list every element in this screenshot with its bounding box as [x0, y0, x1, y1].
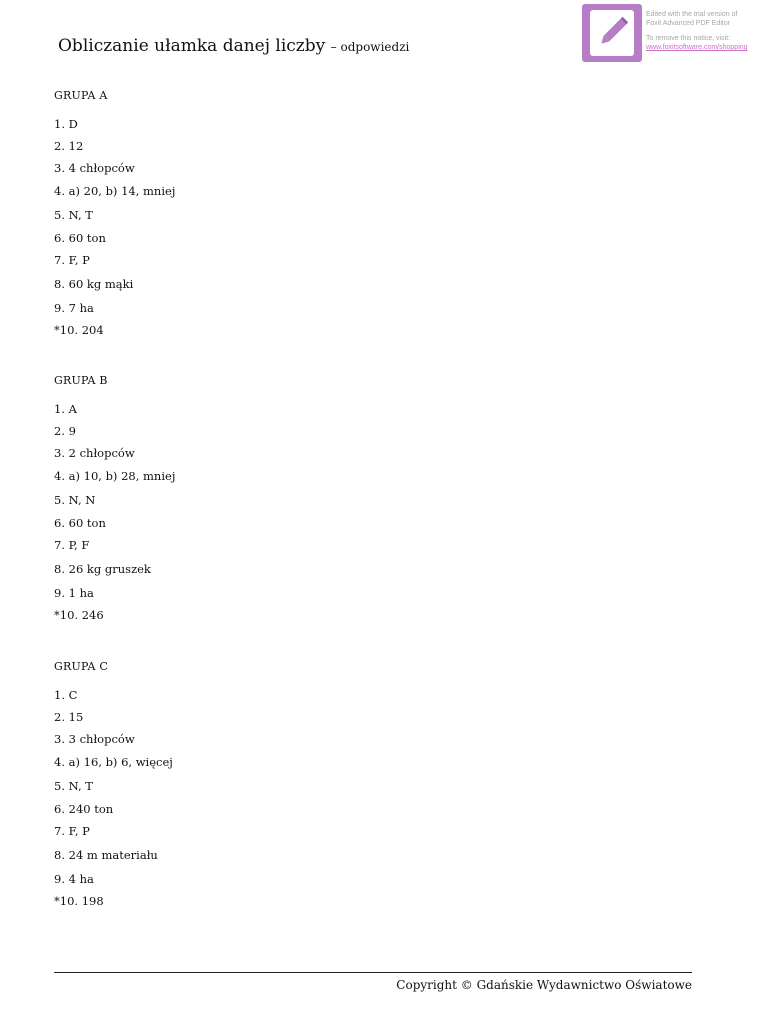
group-a [54, 88, 175, 338]
answer-item: *10. 198 [54, 894, 104, 908]
answer-item: 4. a) 20, b) 14, mniej [54, 184, 176, 198]
answer-item: 7. P, F [54, 538, 90, 552]
answer-item: 7. F, P [54, 253, 90, 267]
answer-item: 5. N, T [54, 208, 93, 222]
answer-item: 4. a) 16, b) 6, więcej [54, 755, 173, 769]
answer-item: 9. 4 ha [54, 872, 94, 886]
group-heading: GRUPA A [54, 89, 108, 102]
answer-item: 2. 15 [54, 710, 84, 724]
answer-item: 3. 4 chłopców [54, 161, 135, 175]
answer-item: 5. N, N [54, 493, 96, 507]
answer-list [54, 116, 175, 338]
watermark-line-1: Edited with the trial version of [646, 11, 738, 18]
answer-item: 4. a) 10, b) 28, mniej [54, 469, 176, 483]
watermark-shop-link[interactable]: www.foxitsoftware.com/shopping [646, 44, 748, 51]
group-heading: GRUPA B [54, 374, 108, 387]
answer-item: 9. 1 ha [54, 586, 94, 600]
answer-item: 8. 60 kg mąki [54, 277, 134, 291]
answer-item: *10. 204 [54, 323, 104, 337]
watermark-line-2: Foxit Advanced PDF Editor [646, 20, 731, 27]
answer-item: 7. F, P [54, 824, 90, 838]
answer-item: 8. 26 kg gruszek [54, 562, 151, 576]
pencil-document-icon [582, 4, 642, 62]
watermark-line-3: To remove this notice, visit: [646, 35, 731, 42]
answer-item: 1. D [54, 117, 78, 131]
answer-item: 2. 12 [54, 139, 84, 153]
answer-item: 3. 3 chłopców [54, 732, 135, 746]
answer-item: 2. 9 [54, 424, 76, 438]
page-title [58, 34, 409, 59]
answer-item: 6. 240 ton [54, 802, 114, 816]
watermark-notice [646, 10, 766, 52]
group-c [54, 659, 173, 909]
group-heading: GRUPA C [54, 660, 108, 673]
answer-list [54, 401, 175, 623]
group-b [54, 373, 175, 623]
answer-item: 6. 60 ton [54, 516, 106, 530]
footer-copyright: Copyright © Gdańskie Wydawnictwo Oświatowe [396, 978, 692, 992]
answer-item: 3. 2 chłopców [54, 446, 135, 460]
trial-watermark [582, 4, 766, 64]
answer-list [54, 687, 173, 909]
answer-item: 1. C [54, 688, 78, 702]
title-subtitle: – odpowiedzi [330, 40, 410, 54]
answer-item: 1. A [54, 402, 77, 416]
answer-item: 9. 7 ha [54, 301, 94, 315]
title-text: Obliczanie ułamka danej liczby [58, 36, 326, 56]
answer-item: *10. 246 [54, 608, 104, 622]
answer-item: 5. N, T [54, 779, 93, 793]
answer-item: 6. 60 ton [54, 231, 106, 245]
footer-divider [54, 972, 692, 973]
answer-item: 8. 24 m materiału [54, 848, 158, 862]
